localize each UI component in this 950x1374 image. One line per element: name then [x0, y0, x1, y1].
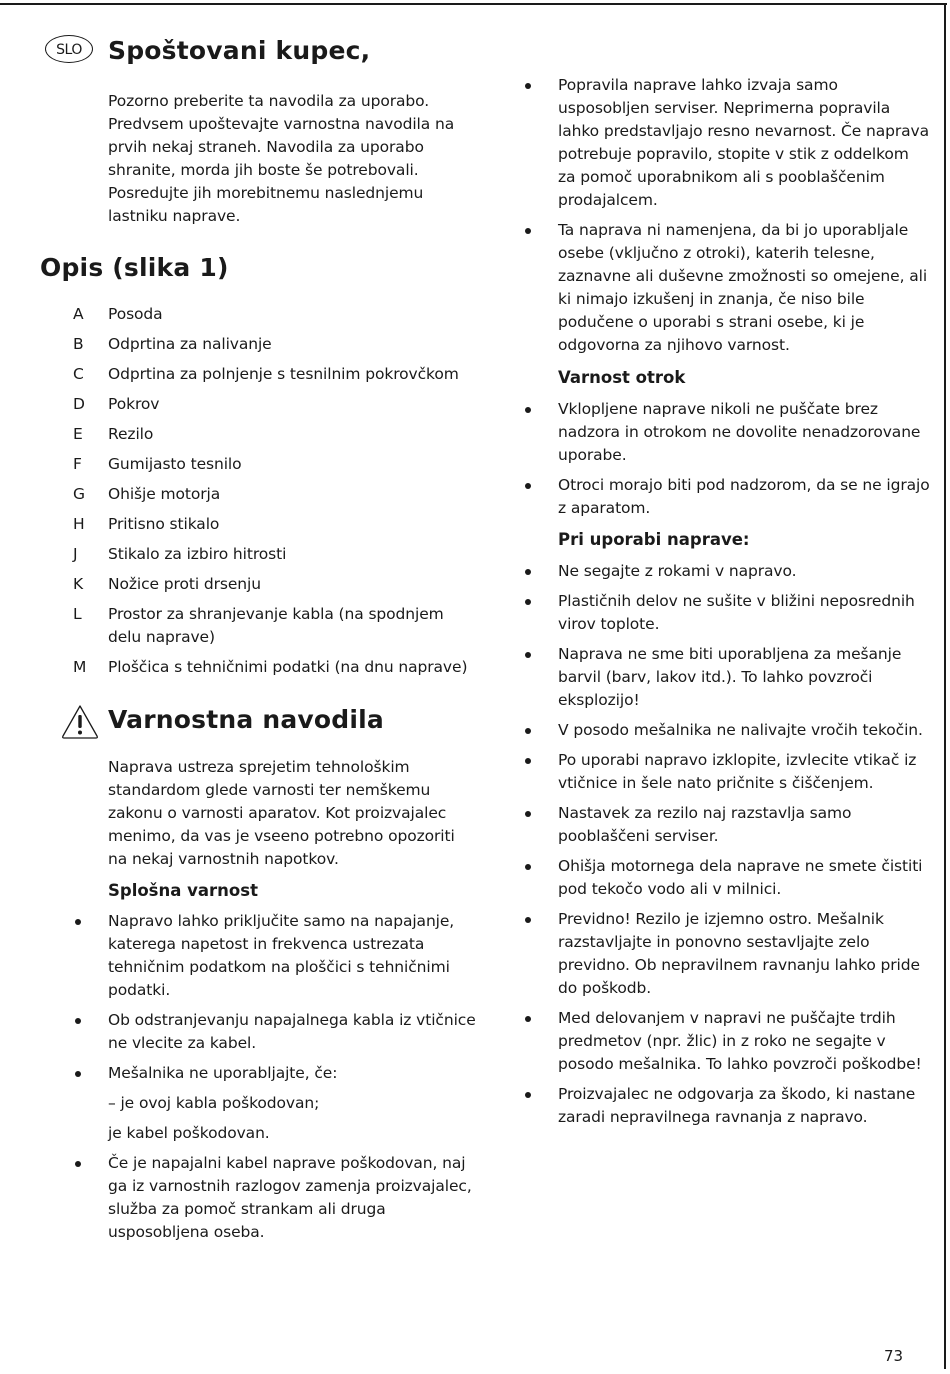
part-item [0, 656, 478, 679]
language-badge: SLO [45, 35, 93, 63]
warning-triangle-icon [60, 703, 100, 739]
part-letter: J [73, 545, 78, 563]
part-letter: H [73, 515, 85, 533]
general-safety-title: Splošna varnost [108, 881, 258, 900]
part-letter: L [73, 605, 82, 623]
part-label: Pokrov [108, 395, 160, 413]
part-letter: M [73, 658, 87, 676]
bullet-icon [75, 1071, 81, 1077]
list-item: Med delovanjem v napravi ne puščajte trdih predmetov (npr. žlic) in z roko ne segajte v posodo mešalnika. To lahko povzroči poškodbe! [510, 1007, 930, 1076]
part-item [0, 483, 478, 506]
list-item: Otroci morajo biti pod nadzorom, da se ne igrajo z aparatom. [510, 474, 930, 520]
part-label: Nožice proti drsenju [108, 575, 261, 593]
part-item [0, 573, 478, 596]
list-item: V posodo mešalnika ne nalivajte vročih tekočin. [510, 719, 930, 742]
bullet-icon [525, 599, 531, 605]
part-item [0, 453, 478, 476]
list-item: Ohišja motornega dela naprave ne smete čistiti pod tekočo vodo ali v milnici. [510, 855, 930, 901]
part-item [0, 363, 478, 386]
bullet-icon [525, 864, 531, 870]
list-item: Ob odstranjevanju napajalnega kabla iz vtičnice ne vlecite za kabel. [60, 1009, 478, 1055]
page-number: 73 [884, 1347, 904, 1365]
part-label: Posoda [108, 305, 163, 323]
part-label: Ohišje motorja [108, 485, 221, 503]
intro-title: Spoštovani kupec, [108, 36, 371, 65]
general-safety-list-continued [510, 74, 930, 364]
part-label: Pritisno stikalo [108, 515, 220, 533]
part-item [0, 603, 478, 649]
list-item: Mešalnika ne uporabljajte, če: [60, 1062, 478, 1085]
list-item: Vklopljene naprave nikoli ne puščate brez nadzora in otrokom ne dovolite nenadzorovane uporabe. [510, 398, 930, 467]
part-item [0, 303, 478, 326]
bullet-icon [525, 483, 531, 489]
part-item [0, 333, 478, 356]
safety-title: Varnostna navodila [108, 705, 384, 734]
list-subitem: – je ovoj kabla poškodovan; [108, 1094, 320, 1112]
part-item [0, 513, 478, 536]
bullet-icon [525, 652, 531, 658]
list-item: Previdno! Rezilo je izjemno ostro. Mešalnik razstavljajte in ponovno sestavljajte zelo previdno. Ob nepravilnem ravnanju lahko pride do poškodb. [510, 908, 930, 1000]
list-item: Ne segajte z rokami v napravo. [510, 560, 930, 583]
usage-safety-title: Pri uporabi naprave: [558, 530, 750, 549]
bullet-icon [525, 811, 531, 817]
page-border-right [944, 3, 946, 1369]
part-item [0, 423, 478, 446]
child-safety-list [510, 398, 930, 527]
part-letter: C [73, 365, 84, 383]
list-item: Po uporabi napravo izklopite, izvlecite vtikač iz vtičnice in šele nato pričnite s čiščenjem. [510, 749, 930, 795]
bullet-icon [525, 569, 531, 575]
part-label: Odprtina za nalivanje [108, 335, 272, 353]
general-safety-list [60, 910, 478, 1251]
bullet-icon [525, 1092, 531, 1098]
bullet-icon [525, 758, 531, 764]
bullet-icon [75, 1161, 81, 1167]
list-subitem: je kabel poškodovan. [108, 1124, 270, 1142]
part-letter: A [73, 305, 84, 323]
child-safety-title: Varnost otrok [558, 368, 686, 387]
page-border-top [0, 3, 947, 5]
list-item: Ta naprava ni namenjena, da bi jo uporabljale osebe (vključno z otroki), katerih telesne, zaznavne ali duševne zmožnosti so omejene, ali ki nimajo izkušenj in znanja, če niso bile podučene o uporabi s strani osebe, ki je odgovorna za njihovo varnost. [510, 219, 930, 357]
list-item: Napravo lahko priključite samo na napajanje, katerega napetost in frekvenca ustrezata tehničnim podatkom na ploščici s tehničnimi podatki. [60, 910, 478, 1002]
list-item: Plastičnih delov ne sušite v bližini neposrednih virov toplote. [510, 590, 930, 636]
part-letter: F [73, 455, 82, 473]
bullet-icon [75, 1018, 81, 1024]
part-letter: D [73, 395, 85, 413]
bullet-icon [525, 228, 531, 234]
part-letter: K [73, 575, 84, 593]
part-letter: E [73, 425, 83, 443]
part-label: Rezilo [108, 425, 154, 443]
list-item: Proizvajalec ne odgovarja za škodo, ki nastane zaradi nepravilnega ravnanja z napravo. [510, 1083, 930, 1129]
bullet-icon [75, 919, 81, 925]
part-label: Stikalo za izbiro hitrosti [108, 545, 287, 563]
part-label: Odprtina za polnjenje s tesnilnim pokrovčkom [108, 365, 459, 383]
list-item: Naprava ne sme biti uporabljena za mešanje barvil (barv, lakov itd.). To lahko povzroči eksplozijo! [510, 643, 930, 712]
part-letter: B [73, 335, 84, 353]
bullet-icon [525, 917, 531, 923]
part-item [0, 393, 478, 416]
bullet-icon [525, 83, 531, 89]
safety-intro: Naprava ustreza sprejetim tehnološkim standardom glede varnosti ter nemškemu zakonu o varnosti aparatov. Kot proizvajalec menimo, da vas je vseeno potrebno opozoriti na nekaj varnostnih napotkov. [108, 758, 455, 868]
bullet-icon [525, 407, 531, 413]
part-letter: G [73, 485, 85, 503]
list-item: Če je napajalni kabel naprave poškodovan, naj ga iz varnostnih razlogov zamenja proizvajalec, služba za pomoč strankam ali druga usposobljena oseba. [60, 1152, 478, 1244]
bullet-icon [525, 1016, 531, 1022]
part-label: Prostor za shranjevanje kabla (na spodnjem delu naprave) [108, 605, 444, 646]
list-item: Nastavek za rezilo naj razstavlja samo pooblaščeni serviser. [510, 802, 930, 848]
bullet-icon [525, 728, 531, 734]
part-label: Ploščica s tehničnimi podatki (na dnu naprave) [108, 658, 468, 676]
description-title: Opis (slika 1) [40, 253, 229, 282]
usage-safety-list [510, 560, 930, 1136]
part-label: Gumijasto tesnilo [108, 455, 242, 473]
parts-list [0, 303, 478, 686]
intro-paragraph: Pozorno preberite ta navodila za uporabo. Predvsem upoštevajte varnostna navodila na prvih nekaj straneh. Navodila za uporabo shranite, morda jih boste še potrebovali. Posredujte jih morebitnemu naslednjemu lastniku naprave. [108, 92, 455, 225]
part-item [0, 543, 478, 566]
list-item: Popravila naprave lahko izvaja samo usposobljen serviser. Neprimerna popravila lahko predstavljajo resno nevarnost. Če naprava potrebuje popravilo, stopite v stik z oddelkom za pomoč uporabnikom ali s pooblaščenim prodajalcem. [510, 74, 930, 212]
